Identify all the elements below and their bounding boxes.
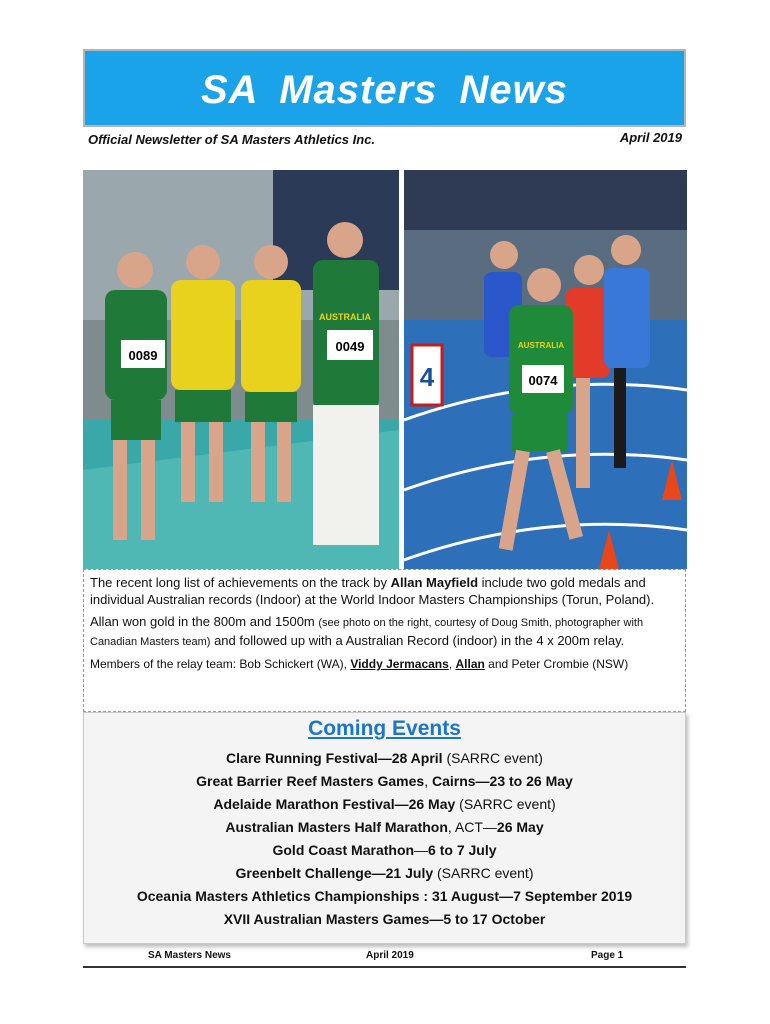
shirt-text: AUSTRALIA <box>319 312 371 322</box>
photo-four-athletes <box>83 170 399 569</box>
event-item: XVII Australian Masters Games—5 to 17 October <box>223 911 546 927</box>
photo-credit: (see photo on the right, courtesy of Doug Smith, photographer with Canadian Masters team) <box>90 617 644 648</box>
event-item: Greenbelt Challenge—21 July (SARRC event) <box>235 865 534 881</box>
member-link-allan[interactable]: Allan <box>455 657 485 671</box>
issue-date: April 2019 <box>619 130 682 145</box>
bib-0089: 0089 <box>128 348 158 363</box>
event-item: Adelaide Marathon Festival—26 May (SARRC event) <box>213 796 556 812</box>
page-footer <box>83 948 686 968</box>
athlete-name: Allan Mayfield <box>390 575 479 590</box>
event-item: Oceania Masters Athletics Championships : 31 August—7 September 2019 <box>136 888 633 904</box>
footer-page-number: Page 1 <box>591 950 624 961</box>
bib-0074: 0074 <box>528 373 558 388</box>
event-item: Australian Masters Half Marathon, ACT—26 May <box>225 819 544 835</box>
caption-relay-members: Members of the relay team: Bob Schickert (WA), Viddy Jermacans, Allan and Peter Crombie (NSW) <box>90 657 629 671</box>
coming-events-box <box>83 712 686 944</box>
events-list <box>84 747 685 931</box>
newsletter-subtitle: Official Newsletter of SA Masters Athletics Inc. <box>88 132 376 147</box>
newsletter-title: SA Masters News <box>201 68 568 112</box>
masthead-banner <box>83 49 686 127</box>
event-item: Great Barrier Reef Masters Games, Cairns—23 to 26 May <box>196 773 573 789</box>
footer-newsletter-name: SA Masters News <box>148 950 231 961</box>
shirt-text-right: AUSTRALIA <box>517 341 565 350</box>
photo-indoor-race <box>404 170 687 569</box>
event-item: Clare Running Festival—28 April (SARRC event) <box>226 750 543 766</box>
lane-number: 4 <box>419 362 435 392</box>
caption-paragraph-2: Allan won gold in the 800m and 1500m (see photo on the right, courtesy of Doug Smith, photographer with Canadian Masters team) and followed up with a Australian Record (indoor) in the 4 x 200m relay. <box>90 614 644 648</box>
coming-events-heading[interactable]: Coming Events <box>308 717 461 740</box>
member-link-viddy[interactable]: Viddy Jermacans <box>350 657 449 671</box>
event-item: Gold Coast Marathon—6 to 7 July <box>272 842 497 858</box>
photo-caption <box>83 569 686 712</box>
bib-0049: 0049 <box>335 339 365 354</box>
footer-date: April 2019 <box>366 950 414 961</box>
caption-paragraph-1: The recent long list of achievements on the track by Allan Mayfield include two gold medals and individual Australian records (Indoor) at the World Indoor Masters Championships (Torun, Poland). <box>90 575 655 607</box>
